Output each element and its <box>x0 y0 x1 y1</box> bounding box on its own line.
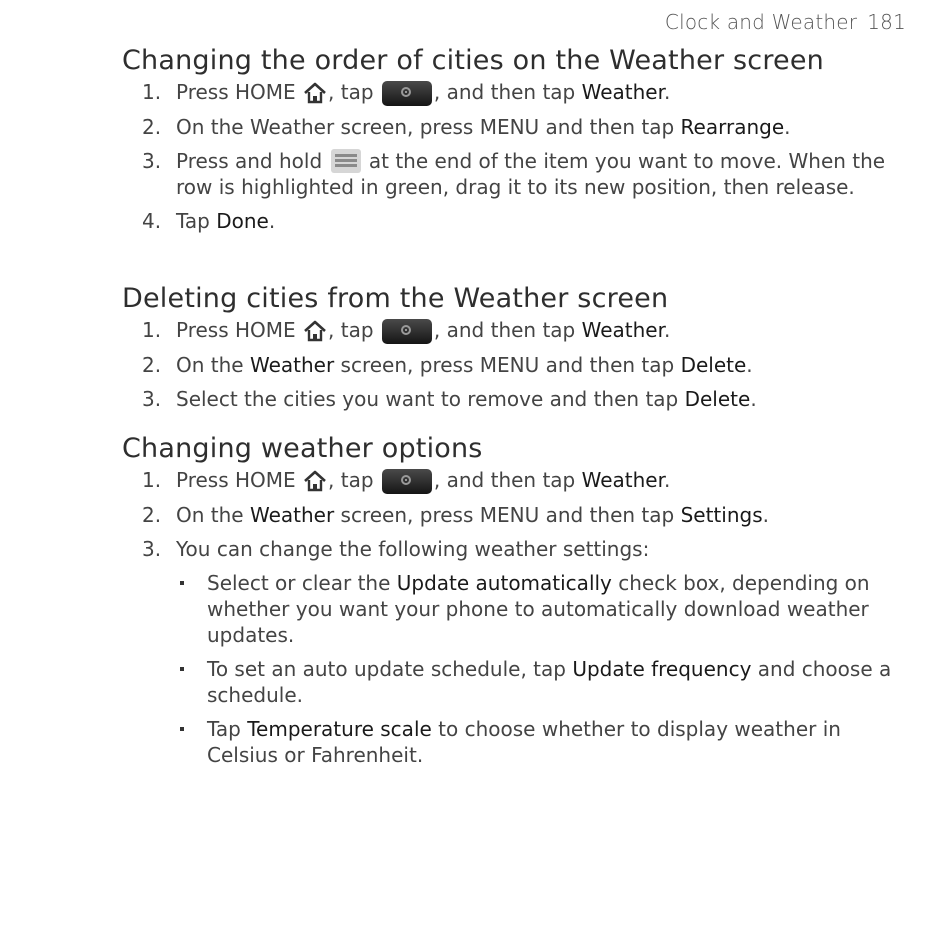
home-icon <box>302 82 328 104</box>
ui-term: Update frequency <box>572 657 752 681</box>
step-text: , tap <box>328 80 380 104</box>
bullet-list <box>176 570 892 768</box>
step-item <box>122 79 892 106</box>
bullet-text: Tap <box>207 717 248 741</box>
bullet-text: and choose a schedule. <box>207 657 892 707</box>
step-item <box>122 536 892 768</box>
step-item <box>122 502 892 528</box>
step-text: Select the cities you want to remove and then tap <box>176 387 685 411</box>
step-text: Press HOME <box>176 468 303 492</box>
running-header <box>665 10 906 34</box>
step-list <box>122 79 892 234</box>
step-item <box>122 386 892 412</box>
step-text: On the <box>176 353 250 377</box>
section-weather-options <box>122 433 892 768</box>
step-text: . <box>750 387 757 411</box>
home-icon <box>302 470 328 492</box>
step-text: You can change the following weather settings: <box>176 537 650 561</box>
ui-term: Weather <box>581 80 664 104</box>
step-text: Press HOME <box>176 80 303 104</box>
ui-term: Weather <box>581 468 664 492</box>
ui-term: Weather <box>249 353 335 377</box>
ui-term: Weather <box>581 318 664 342</box>
all-apps-icon <box>382 81 432 106</box>
step-text: , and then tap <box>433 468 582 492</box>
step-text: screen, press MENU and then tap <box>334 503 681 527</box>
ui-term: Done <box>216 209 269 233</box>
bullet-text: check box, depending on whether you want your phone to automatically download weather updates. <box>207 571 870 647</box>
step-text: , and then tap <box>433 80 582 104</box>
step-text: , tap <box>328 468 380 492</box>
step-number: 4. <box>142 209 162 233</box>
step-number: 1. <box>142 468 162 492</box>
step-item <box>122 352 892 378</box>
ui-term: Delete <box>680 353 747 377</box>
section-delete-cities <box>122 283 892 412</box>
step-list <box>122 317 892 412</box>
page-number: 181 <box>867 10 906 34</box>
step-number: 1. <box>142 318 162 342</box>
step-item <box>122 148 892 200</box>
bullet-text: to choose whether to display weather in Celsius or Fahrenheit. <box>207 717 841 767</box>
step-number: 3. <box>142 149 162 173</box>
step-list <box>122 467 892 768</box>
section-heading: Deleting cities from the Weather screen <box>122 283 669 314</box>
ui-term: Settings <box>680 503 763 527</box>
step-text: Tap <box>176 209 217 233</box>
step-number: 2. <box>142 115 162 139</box>
step-text: Press and hold <box>176 149 329 173</box>
step-item <box>122 317 892 344</box>
step-number: 2. <box>142 353 162 377</box>
step-text: , tap <box>328 318 380 342</box>
step-text: On the <box>176 503 250 527</box>
step-text: . <box>664 468 671 492</box>
step-text: . <box>664 80 671 104</box>
bullet-item <box>176 570 892 648</box>
step-text: On the Weather screen, press MENU and then tap <box>176 115 681 139</box>
step-item <box>122 114 892 140</box>
step-item <box>122 208 892 234</box>
step-text: . <box>746 353 753 377</box>
step-number: 1. <box>142 80 162 104</box>
step-text: . <box>664 318 671 342</box>
step-number: 2. <box>142 503 162 527</box>
step-text: at the end of the item you want to move. When the row is highlighted in green, drag it to its new position, then release. <box>176 149 886 199</box>
home-icon <box>302 320 328 342</box>
bullet-item <box>176 716 892 768</box>
all-apps-icon <box>382 319 432 344</box>
section-heading: Changing the order of cities on the Weather screen <box>122 45 824 76</box>
step-text: Press HOME <box>176 318 303 342</box>
ui-term: Weather <box>249 503 335 527</box>
ui-term: Update automatically <box>396 571 612 595</box>
bullet-text: To set an auto update schedule, tap <box>207 657 573 681</box>
ui-term: Temperature scale <box>247 717 432 741</box>
step-text: , and then tap <box>433 318 582 342</box>
ui-term: Delete <box>684 387 751 411</box>
bullet-text: Select or clear the <box>207 571 397 595</box>
step-number: 3. <box>142 387 162 411</box>
bullet-item <box>176 656 892 708</box>
ui-term: Rearrange <box>680 115 785 139</box>
step-text: . <box>784 115 791 139</box>
chapter-title: Clock and Weather <box>664 10 858 34</box>
step-text: screen, press MENU and then tap <box>334 353 681 377</box>
all-apps-icon <box>382 469 432 494</box>
drag-handle-icon <box>331 149 361 173</box>
section-heading: Changing weather options <box>122 433 483 464</box>
step-item <box>122 467 892 494</box>
step-number: 3. <box>142 537 162 561</box>
step-text: . <box>268 209 276 233</box>
step-text: . <box>762 503 769 527</box>
section-reorder-cities <box>122 45 892 234</box>
